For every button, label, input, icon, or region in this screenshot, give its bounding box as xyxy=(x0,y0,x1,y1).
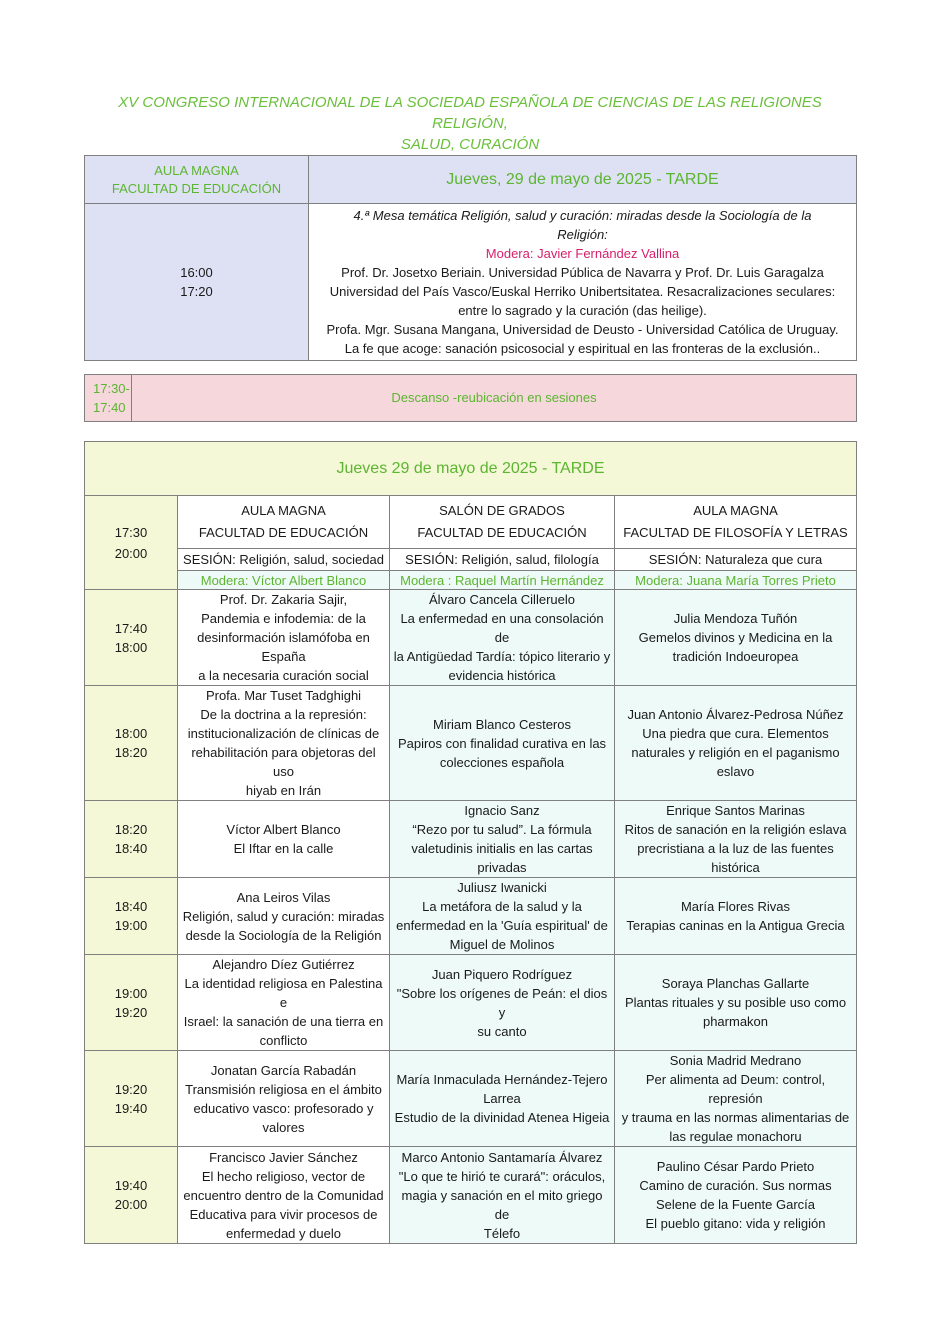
talk-line: y trauma en las normas alimentarias de xyxy=(621,1110,850,1125)
time-slot-row xyxy=(85,1051,857,1147)
talk-line: Transmisión religiosa en el ámbito xyxy=(185,1081,382,1097)
room-name: AULA MAGNA xyxy=(154,162,239,178)
speaker-name: Álvaro Cancela Cilleruelo xyxy=(429,592,575,607)
talk-line: Educativa para vivir procesos de xyxy=(189,1206,378,1222)
speaker-name: María Flores Rivas xyxy=(680,899,791,914)
talk-line: desinformación islamófoba en España xyxy=(197,630,370,664)
session-title: SESIÓN: Religión, salud, filología xyxy=(390,549,615,571)
mesa-title-line: Religión: xyxy=(557,227,608,242)
talk-line: Miguel de Molinos xyxy=(449,937,555,952)
talk-line: educativo vasco: profesorado y xyxy=(193,1100,374,1116)
mesa-line: La fe que acoge: sanación psicosocial y espiritual en las fronteras de la exclusión.. xyxy=(344,341,821,356)
slot-time-end: 19:20 xyxy=(114,1004,148,1020)
talk-line: rehabilitación para objetoras del uso xyxy=(191,745,376,779)
talk-cell xyxy=(178,801,390,878)
talk-line: hiyab en Irán xyxy=(245,783,322,798)
talk-line: Pandemia e infodemia: de la xyxy=(201,611,366,626)
slot-time-end: 18:00 xyxy=(114,639,148,655)
talk-cell xyxy=(390,878,615,955)
session-title: SESIÓN: Naturaleza que cura xyxy=(615,549,857,571)
slot-time-end: 19:40 xyxy=(114,1100,148,1116)
talk-line: Télefo xyxy=(483,1225,521,1241)
parallel-sessions-block xyxy=(84,441,857,1244)
talk-line: histórica xyxy=(711,860,760,875)
faculty-name: FACULTAD DE FILOSOFÍA Y LETRAS xyxy=(623,525,848,540)
date-header: Jueves 29 de mayo de 2025 - TARDE xyxy=(85,442,857,496)
room-header xyxy=(85,156,309,204)
slot-time-start: 18:40 xyxy=(114,899,148,914)
talk-line: La metáfora de la salud y la xyxy=(422,899,582,914)
speaker-name: Ignacio Sanz xyxy=(464,803,540,818)
talk-line: encuentro dentro de la Comunidad xyxy=(183,1187,384,1203)
speaker-name: María Inmaculada Hernández-Tejero xyxy=(396,1072,608,1087)
talk-line: “Rezo por tu salud”. La fórmula xyxy=(412,822,592,837)
room-name: AULA MAGNA xyxy=(241,503,326,518)
talk-line: "Lo que te hirió te curará": oráculos, xyxy=(398,1168,606,1184)
talk-line: tradición Indoeuropea xyxy=(672,649,799,664)
talk-line: Una piedra que cura. Elementos xyxy=(642,726,829,741)
talk-line: Ritos de sanación en la religión eslava xyxy=(624,822,847,837)
session-moderator: Modera: Víctor Albert Blanco xyxy=(178,571,390,590)
talk-line: evidencia histórica xyxy=(448,668,556,683)
talk-cell xyxy=(390,801,615,878)
speaker-name: Profa. Mar Tuset Tadghighi xyxy=(205,688,362,703)
speaker-name: Jonatan García Rabadán xyxy=(210,1062,357,1078)
talk-line: Religión, salud y curación: miradas xyxy=(182,908,385,924)
slot-time xyxy=(85,878,178,955)
talk-cell xyxy=(615,955,857,1051)
time-slot-row xyxy=(85,590,857,686)
block-time-cell xyxy=(85,496,178,590)
talk-line: valores xyxy=(262,1119,305,1135)
speaker-name: Prof. Dr. Zakaria Sajir, xyxy=(219,592,348,607)
talk-line: enfermedad en la 'Guía espiritual' de xyxy=(396,918,608,933)
break-block xyxy=(84,374,857,422)
room-header xyxy=(390,496,615,549)
faculty-name: FACULTAD DE EDUCACIÓN xyxy=(198,525,369,540)
talk-cell xyxy=(615,590,857,686)
talk-cell xyxy=(178,686,390,801)
faculty-name: FACULTAD DE EDUCACIÓN xyxy=(111,180,282,196)
speaker-name: Miriam Blanco Cesteros xyxy=(433,716,571,732)
talk-line: Plantas rituales y su posible uso como xyxy=(624,995,847,1010)
break-time xyxy=(85,375,132,422)
talk-cell xyxy=(615,878,857,955)
document-title-line2: SALUD, CURACIÓN xyxy=(400,136,540,153)
slot-time xyxy=(85,686,178,801)
talk-line: "Sobre los orígenes de Peán: el dios y xyxy=(396,985,608,1020)
talk-cell xyxy=(390,590,615,686)
talk-cell xyxy=(178,878,390,955)
faculty-name: FACULTAD DE EDUCACIÓN xyxy=(417,525,587,540)
speaker-name: Alejandro Díez Gutiérrez xyxy=(212,957,355,972)
mesa-title xyxy=(313,206,852,244)
time-end: 17:20 xyxy=(180,284,213,299)
talk-line: a la necesaria curación social xyxy=(198,668,369,683)
talk-cell xyxy=(178,590,390,686)
slot-time xyxy=(85,1051,178,1147)
talk-line: precristiana a la luz de las fuentes xyxy=(637,841,834,856)
speaker-name: Juliusz Iwanicki xyxy=(457,880,547,895)
room-name: SALÓN DE GRADOS xyxy=(439,503,565,518)
talk-line: La enfermedad en una consolación de xyxy=(400,611,604,645)
speaker-name: Marco Antonio Santamaría Álvarez xyxy=(401,1149,603,1165)
slot-time xyxy=(85,955,178,1051)
talk-line: Larrea xyxy=(483,1091,521,1106)
talk-line: El pueblo gitano: vida y religión xyxy=(645,1216,826,1231)
talk-cell xyxy=(390,955,615,1051)
time-slot-row xyxy=(85,955,857,1051)
talk-line: Per alimenta ad Deum: control, represión xyxy=(645,1072,826,1106)
talk-cell xyxy=(390,1051,615,1147)
mesa-title-line: 4.ª Mesa temática Religión, salud y curación: miradas desde la Sociología de la xyxy=(353,208,812,223)
talk-line: Selene de la Fuente García xyxy=(656,1197,815,1212)
slot-time-end: 19:00 xyxy=(114,918,148,933)
talk-line: magia y sanación en el mito griego de xyxy=(401,1187,603,1222)
mesa-line: Profa. Mgr. Susana Mangana, Universidad de Deusto - Universidad Católica de Uruguay. xyxy=(326,322,839,337)
document-title xyxy=(90,92,850,155)
talk-line: naturales y religión en el paganismo xyxy=(631,745,840,760)
talk-cell xyxy=(615,1147,857,1244)
talk-line: La identidad religiosa en Palestina e xyxy=(184,976,383,1010)
speaker-name: Víctor Albert Blanco xyxy=(226,822,341,837)
time-slot-row xyxy=(85,878,857,955)
talk-line: Camino de curación. Sus normas xyxy=(639,1178,832,1193)
date-header: Jueves, 29 de mayo de 2025 - TARDE xyxy=(309,156,857,204)
talk-line: enfermedad y duelo xyxy=(226,1225,341,1241)
talk-line: Estudio de la divinidad Atenea Higeia xyxy=(394,1110,610,1125)
speaker-name: Julia Mendoza Tuñón xyxy=(673,611,798,626)
talk-line: privadas xyxy=(477,860,527,875)
session-title: SESIÓN: Religión, salud, sociedad xyxy=(178,549,390,571)
talk-line: conflicto xyxy=(259,1033,308,1048)
time-slot-row xyxy=(85,686,857,801)
session-moderator: Modera: Juana María Torres Prieto xyxy=(615,571,857,590)
session-block-mesa-tematica xyxy=(84,155,857,361)
talk-line: Gemelos divinos y Medicina en la xyxy=(638,630,833,645)
slot-time-start: 19:00 xyxy=(114,985,148,1001)
document-title-line1: XV CONGRESO INTERNACIONAL DE LA SOCIEDAD ESPAÑOLA DE CIENCIAS DE LAS RELIGIONES RELIGIÓN, xyxy=(118,94,822,132)
talk-line: Papiros con finalidad curativa en las xyxy=(397,735,607,751)
slot-time-end: 18:20 xyxy=(114,745,148,760)
room-header xyxy=(615,496,857,549)
speaker-name: Juan Piquero Rodríguez xyxy=(431,966,573,982)
talk-cell xyxy=(390,686,615,801)
speaker-name: Soraya Planchas Gallarte xyxy=(661,976,810,991)
break-label: Descanso -reubicación en sesiones xyxy=(132,375,857,422)
talk-line: valetudinis initialis en las cartas xyxy=(411,841,593,856)
speaker-name: Enrique Santos Marinas xyxy=(666,803,805,818)
slot-time-start: 19:40 xyxy=(114,1178,148,1193)
talk-line: El hecho religioso, vector de xyxy=(201,1168,366,1184)
speaker-name: Paulino César Pardo Prieto xyxy=(656,1159,815,1174)
time-slot-row xyxy=(85,1147,857,1244)
talk-cell xyxy=(178,955,390,1051)
slot-time-start: 18:20 xyxy=(114,822,148,837)
talk-line: pharmakon xyxy=(702,1014,769,1029)
speaker-name: Sonia Madrid Medrano xyxy=(669,1053,802,1068)
talk-line: Israel: la sanación de una tierra en xyxy=(183,1014,384,1029)
slot-time-start: 19:20 xyxy=(114,1081,148,1097)
session-moderator: Modera : Raquel Martín Hernández xyxy=(390,571,615,590)
talk-cell xyxy=(390,1147,615,1244)
mesa-content xyxy=(309,204,857,361)
slot-time-end: 20:00 xyxy=(114,1197,148,1212)
mesa-line: entre lo sagrado y la curación (das heilige). xyxy=(458,303,707,318)
mesa-line: Universidad del País Vasco/Euskal Herriko Unibertsitatea. Resacralizaciones seculares: xyxy=(329,284,836,299)
talk-cell xyxy=(615,686,857,801)
talk-line: colecciones española xyxy=(439,754,565,770)
break-time-end: 17:40 xyxy=(93,400,126,415)
talk-line: De la doctrina a la represión: xyxy=(200,707,367,722)
talk-cell xyxy=(615,1051,857,1147)
time-slot-row xyxy=(85,801,857,878)
talk-cell xyxy=(615,801,857,878)
time-start: 16:00 xyxy=(180,265,213,280)
slot-time-start: 18:00 xyxy=(114,726,148,741)
talk-line: la Antigüedad Tardía: tópico literario y xyxy=(393,649,611,664)
speaker-name: Juan Antonio Álvarez-Pedrosa Núñez xyxy=(627,707,844,722)
moderator: Modera: Javier Fernández Vallina xyxy=(485,246,680,261)
break-time-start: 17:30- xyxy=(93,381,130,396)
speaker-name: Ana Leiros Vilas xyxy=(236,889,331,905)
mesa-line: Prof. Dr. Josetxo Beriain. Universidad Pública de Navarra y Prof. Dr. Luis Garagalza xyxy=(341,265,824,280)
talk-line: Terapias caninas en la Antigua Grecia xyxy=(626,918,845,933)
talk-cell xyxy=(178,1051,390,1147)
time-end: 20:00 xyxy=(114,545,148,561)
slot-time xyxy=(85,590,178,686)
slot-time xyxy=(85,1147,178,1244)
time-cell xyxy=(85,204,309,361)
time-slots xyxy=(85,590,857,1244)
slot-time xyxy=(85,801,178,878)
talk-line: eslavo xyxy=(716,764,755,779)
room-header xyxy=(178,496,390,549)
talk-line: las regulae monachoru xyxy=(669,1129,802,1144)
room-name: AULA MAGNA xyxy=(693,503,778,518)
talk-line: su canto xyxy=(477,1023,527,1039)
speaker-name: Francisco Javier Sánchez xyxy=(209,1149,358,1165)
talk-line: desde la Sociología de la Religión xyxy=(185,927,382,943)
slot-time-start: 17:40 xyxy=(114,620,148,636)
time-start: 17:30 xyxy=(114,524,148,540)
talk-cell xyxy=(178,1147,390,1244)
talk-line: institucionalización de clínicas de xyxy=(187,726,380,741)
slot-time-end: 18:40 xyxy=(114,841,148,856)
talk-line: El Iftar en la calle xyxy=(233,841,334,856)
